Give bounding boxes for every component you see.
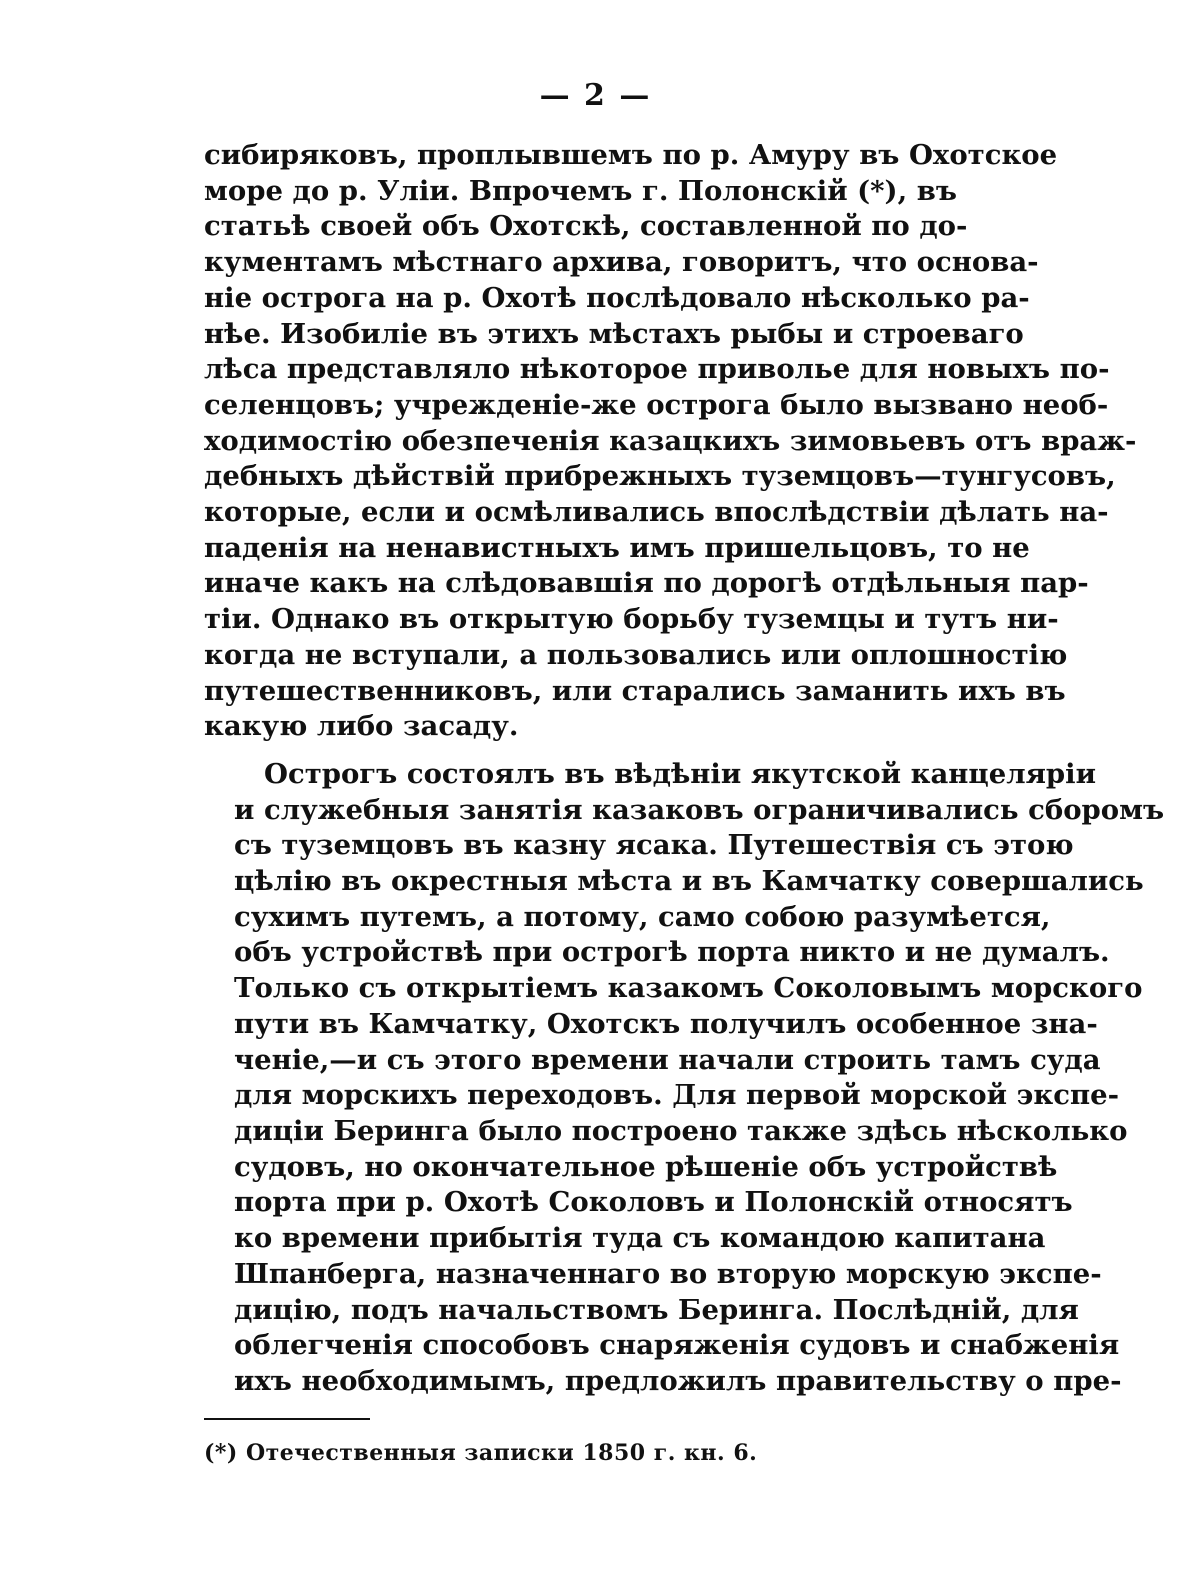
text-line: пути въ Камчатку, Охотскъ получилъ особенное зна-	[234, 1007, 1098, 1040]
text-line: нiе острога на р. Охотѣ послѣдовало нѣсколько ра-	[204, 281, 1030, 314]
text-line: сибиряковъ, проплывшемъ по р. Амуру въ Охотское	[204, 139, 1058, 171]
footnote-rule	[204, 1418, 370, 1420]
text-line: Только съ открытiемъ казакомъ Соколовымъ морского	[234, 972, 1143, 1005]
text-line: ходимостiю обезпеченiя казацкихъ зимовьевъ отъ враж-	[204, 424, 1137, 457]
text-line: судовъ, но окончательное рѣшенiе объ устройствѣ	[234, 1150, 1058, 1183]
text-line: кументамъ мѣстнаго архива, говоритъ, что основа-	[204, 246, 1039, 279]
paragraph-2	[204, 757, 1165, 1400]
footnote: (*) Отечественныя записки 1850 г. кн. 6.	[204, 1440, 758, 1466]
text-line: когда не вступали, а пользовались или оплошностiю	[204, 638, 1068, 671]
text-line: путешественниковъ, или старались заманить ихъ въ	[204, 674, 1066, 707]
text-line: сухимъ путемъ, а потому, само собою разумѣется,	[234, 900, 1051, 933]
text-line: Шпанберга, назначеннаго во вторую морскую экспе-	[234, 1257, 1102, 1290]
text-line: тiи. Однако въ открытую борьбу туземцы и тутъ ни-	[204, 603, 1059, 636]
text-line: какую либо засаду.	[204, 710, 519, 743]
text-line: которые, если и осмѣливались впослѣдствiи дѣлать на-	[204, 496, 1109, 529]
text-line: и служебныя занятiя казаковъ ограничивались сборомъ	[234, 793, 1165, 826]
paragraph-1	[204, 138, 1137, 745]
text-line: ихъ необходимымъ, предложилъ правительству о пре-	[234, 1364, 1122, 1397]
text-line: селенцовъ; учрежденiе-же острога было вызвано необ-	[204, 388, 1109, 421]
text-line: съ туземцовъ въ казну ясака. Путешествiя съ этою	[234, 829, 1074, 862]
text-line: нѣе. Изобилiе въ этихъ мѣстахъ рыбы и строеваго	[204, 317, 1024, 350]
text-line: ченiе,—и съ этого времени начали строить тамъ суда	[234, 1043, 1101, 1076]
text-line: облегченiя способовъ снаряженiя судовъ и снабженiя	[234, 1329, 1120, 1362]
text-line: Острогъ состоялъ въ вѣдѣнiи якутской канцелярiи	[264, 757, 1096, 790]
text-line: объ устройствѣ при острогѣ порта никто и не думалъ.	[234, 936, 1110, 969]
text-line: дебныхъ дѣйствiй прибрежныхъ туземцовъ—тунгусовъ,	[204, 460, 1116, 493]
text-line: паденiя на ненавистныхъ имъ пришельцовъ, то не	[204, 531, 1030, 564]
text-line: ко времени прибытiя туда съ командою капитана	[234, 1222, 1046, 1255]
text-line: порта при р. Охотѣ Соколовъ и Полонскiй относятъ	[234, 1186, 1073, 1219]
text-line: для морскихъ переходовъ. Для первой морской экспе-	[234, 1079, 1120, 1112]
text-line: море до р. Улiи. Впрочемъ г. Полонскiй (*), въ	[204, 174, 957, 207]
text-line: иначе какъ на слѣдовавшiя по дорогѣ отдѣльныя пар-	[204, 567, 1089, 600]
text-line: дицiю, подъ начальствомъ Беринга. Послѣднiй, для	[234, 1293, 1079, 1326]
page-number: — 2 —	[539, 78, 652, 113]
text-line: цѣлiю въ окрестныя мѣста и въ Камчатку совершались	[234, 865, 1144, 898]
body-text	[204, 138, 1165, 1400]
text-line: лѣса представляло нѣкоторое приволье для новыхъ по-	[204, 353, 1110, 386]
text-line: дицiи Беринга было построено также здѣсь нѣсколько	[234, 1114, 1128, 1147]
text-line: статьѣ своей объ Охотскѣ, составленной по до-	[204, 210, 968, 243]
